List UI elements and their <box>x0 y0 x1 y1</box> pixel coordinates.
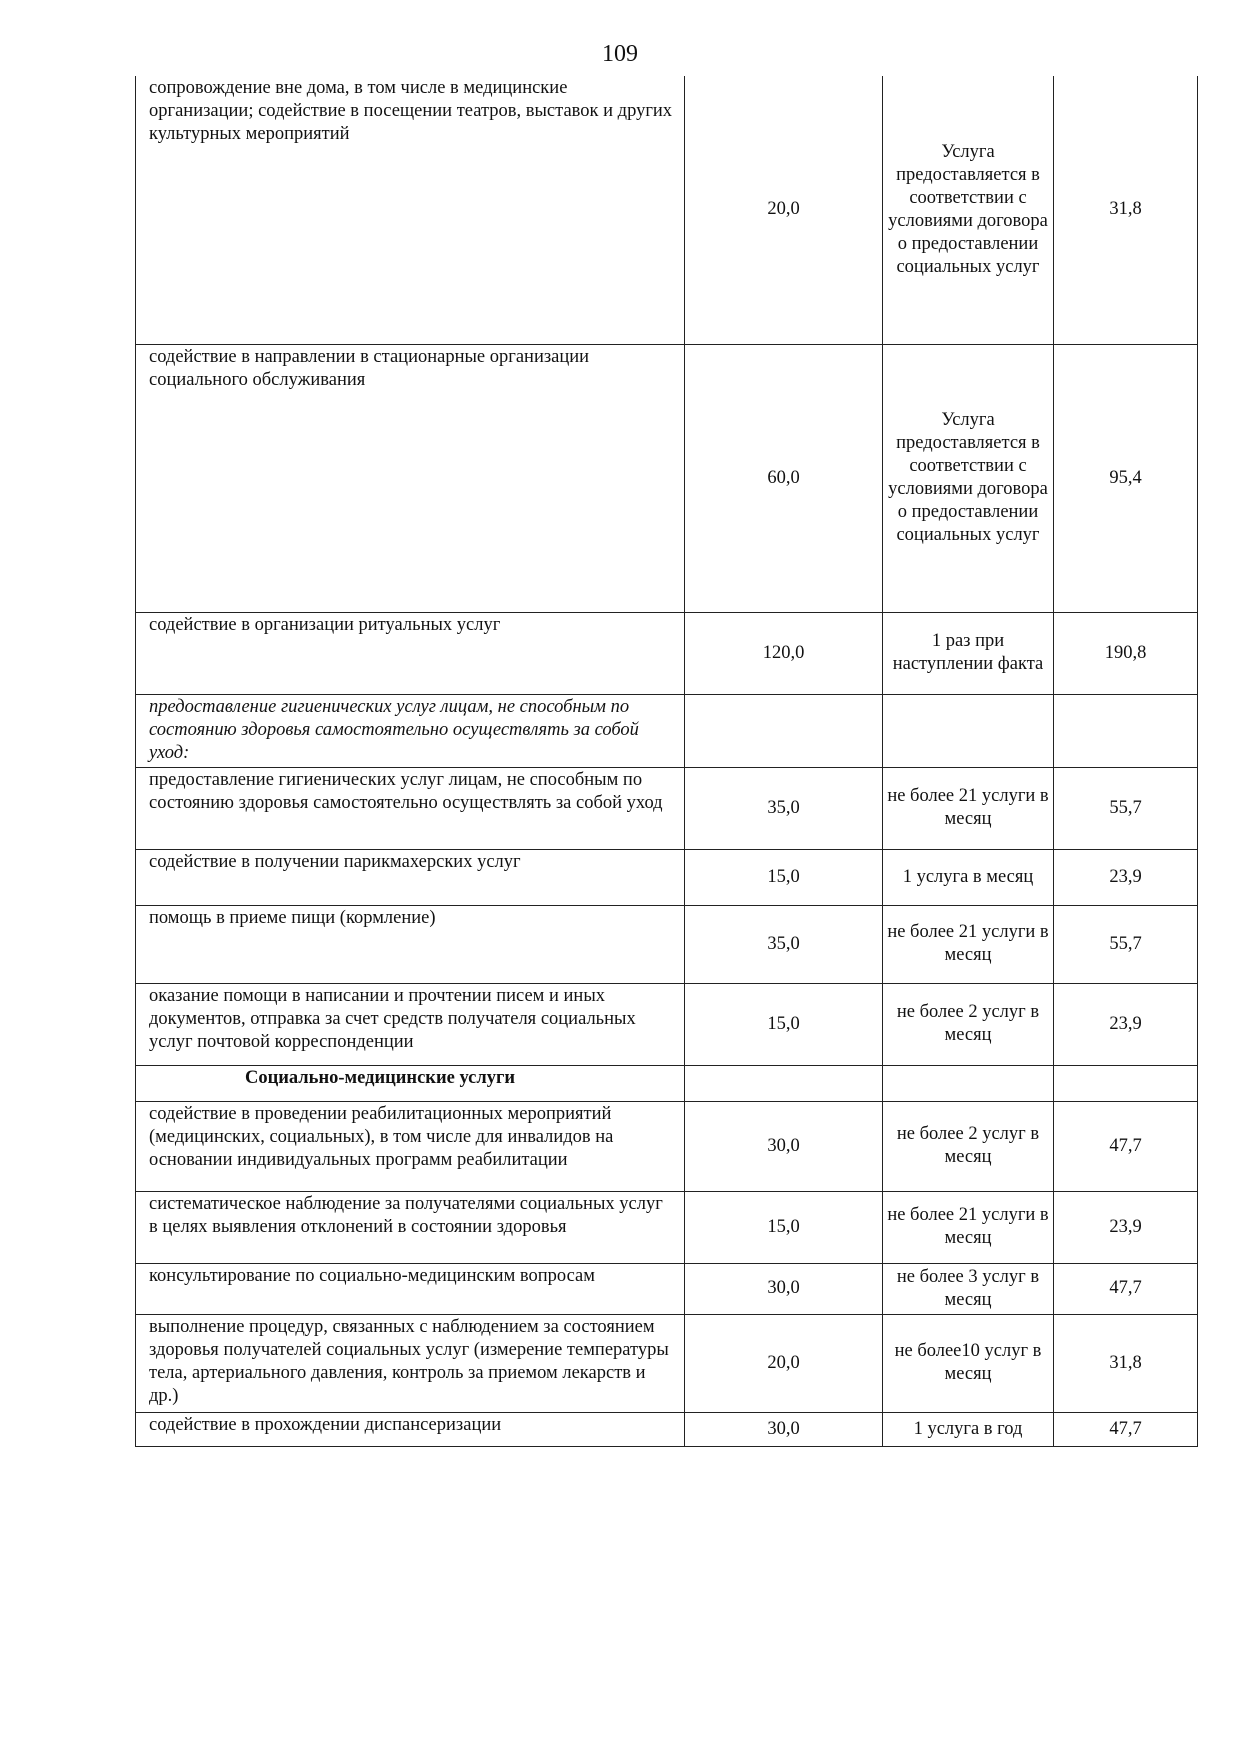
table-row <box>136 1191 1198 1263</box>
table-row <box>136 849 1198 905</box>
service-value: 35,0 <box>685 767 883 849</box>
service-price <box>1054 1065 1198 1101</box>
table-row <box>136 694 1198 767</box>
service-description: сопровождение вне дома, в том числе в медицинские организации; содействие в посещении театров, выставок и других культурных мероприятий <box>136 76 685 344</box>
service-periodicity: Услуга предоставляется в соответствии с условиями договора о предоставлении социальных услуг <box>883 76 1054 344</box>
table-row <box>136 76 1198 344</box>
service-price <box>1054 694 1198 767</box>
service-value: 60,0 <box>685 344 883 612</box>
service-price: 23,9 <box>1054 983 1198 1065</box>
service-description: содействие в направлении в стационарные организации социального обслуживания <box>136 344 685 612</box>
service-description: консультирование по социально-медицинским вопросам <box>136 1263 685 1314</box>
service-value: 20,0 <box>685 1314 883 1412</box>
service-periodicity: Услуга предоставляется в соответствии с условиями договора о предоставлении социальных услуг <box>883 344 1054 612</box>
table-row <box>136 983 1198 1065</box>
service-value: 120,0 <box>685 612 883 694</box>
service-periodicity: не более 2 услуг в месяц <box>883 1101 1054 1191</box>
table-row <box>136 1263 1198 1314</box>
table-row <box>136 1412 1198 1446</box>
table-row <box>136 612 1198 694</box>
table-row <box>136 1101 1198 1191</box>
service-description: оказание помощи в написании и прочтении писем и иных документов, отправка за счет средств получателя социальных услуг почтовой корреспонденции <box>136 983 685 1065</box>
service-price: 95,4 <box>1054 344 1198 612</box>
service-value: 15,0 <box>685 849 883 905</box>
subsection-heading: предоставление гигиенических услуг лицам, не способным по состоянию здоровья самостоятельно осуществлять за собой уход: <box>136 694 685 767</box>
service-description: предоставление гигиенических услуг лицам, не способным по состоянию здоровья самостоятельно осуществлять за собой уход <box>136 767 685 849</box>
service-periodicity: не более 3 услуг в месяц <box>883 1263 1054 1314</box>
table-row <box>136 905 1198 983</box>
service-price: 47,7 <box>1054 1412 1198 1446</box>
service-description: содействие в проведении реабилитационных мероприятий (медицинских, социальных), в том числе для инвалидов на основании индивидуальных программ реабилитации <box>136 1101 685 1191</box>
services-table <box>135 76 1198 1447</box>
service-periodicity: не более 2 услуг в месяц <box>883 983 1054 1065</box>
service-value: 35,0 <box>685 905 883 983</box>
service-periodicity: 1 услуга в месяц <box>883 849 1054 905</box>
service-value: 30,0 <box>685 1101 883 1191</box>
service-value: 30,0 <box>685 1412 883 1446</box>
service-periodicity: не более10 услуг в месяц <box>883 1314 1054 1412</box>
service-price: 31,8 <box>1054 76 1198 344</box>
service-price: 47,7 <box>1054 1263 1198 1314</box>
service-periodicity <box>883 694 1054 767</box>
service-periodicity <box>883 1065 1054 1101</box>
service-price: 23,9 <box>1054 849 1198 905</box>
service-periodicity: не более 21 услуги в месяц <box>883 1191 1054 1263</box>
service-description: помощь в приеме пищи (кормление) <box>136 905 685 983</box>
service-value: 20,0 <box>685 76 883 344</box>
page-number: 109 <box>602 41 638 67</box>
service-value: 30,0 <box>685 1263 883 1314</box>
service-price: 55,7 <box>1054 905 1198 983</box>
service-price: 47,7 <box>1054 1101 1198 1191</box>
service-description: содействие в организации ритуальных услуг <box>136 612 685 694</box>
table-row <box>136 1065 1198 1101</box>
section-heading: Социально-медицинские услуги <box>136 1065 685 1101</box>
service-description: выполнение процедур, связанных с наблюдением за состоянием здоровья получателей социальных услуг (измерение температуры тела, артериального давления, контроль за приемом лекарств и др.) <box>136 1314 685 1412</box>
service-price: 190,8 <box>1054 612 1198 694</box>
service-value: 15,0 <box>685 1191 883 1263</box>
service-periodicity: не более 21 услуги в месяц <box>883 905 1054 983</box>
service-value <box>685 1065 883 1101</box>
service-description: систематическое наблюдение за получателями социальных услуг в целях выявления отклонений в состоянии здоровья <box>136 1191 685 1263</box>
table-row <box>136 344 1198 612</box>
service-periodicity: 1 услуга в год <box>883 1412 1054 1446</box>
service-price: 55,7 <box>1054 767 1198 849</box>
table-row <box>136 767 1198 849</box>
service-description: содействие в прохождении диспансеризации <box>136 1412 685 1446</box>
service-value <box>685 694 883 767</box>
service-periodicity: не более 21 услуги в месяц <box>883 767 1054 849</box>
service-price: 23,9 <box>1054 1191 1198 1263</box>
service-description: содействие в получении парикмахерских услуг <box>136 849 685 905</box>
service-price: 31,8 <box>1054 1314 1198 1412</box>
table-row <box>136 1314 1198 1412</box>
service-value: 15,0 <box>685 983 883 1065</box>
service-periodicity: 1 раз при наступлении факта <box>883 612 1054 694</box>
